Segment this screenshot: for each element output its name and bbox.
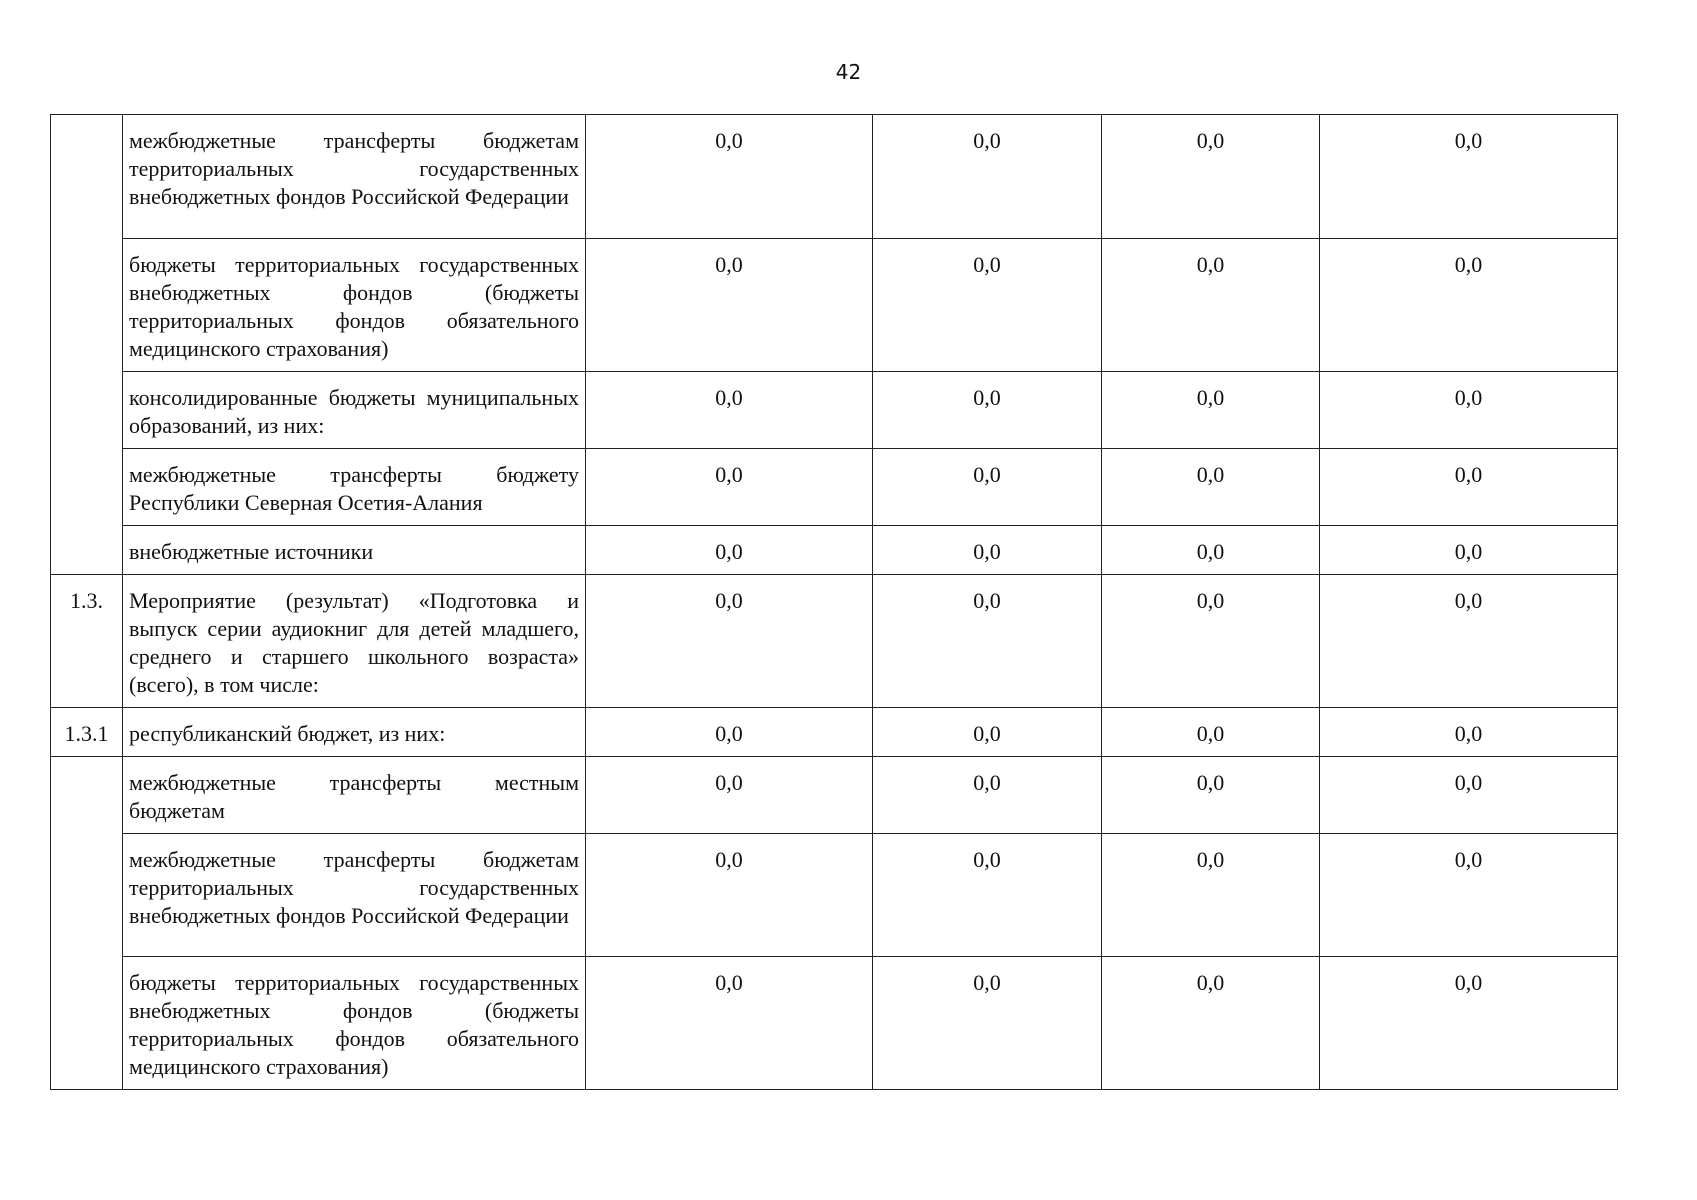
- value-cell: 0,0: [1102, 708, 1320, 757]
- value-cell: 0,0: [586, 834, 873, 957]
- value-cell: 0,0: [586, 757, 873, 834]
- value-cell: 0,0: [1102, 957, 1320, 1090]
- table-row: [51, 834, 1618, 957]
- value-cell: 0,0: [873, 708, 1102, 757]
- value-cell: 0,0: [1102, 526, 1320, 575]
- budget-table: [50, 114, 1618, 1090]
- value-cell: 0,0: [586, 575, 873, 708]
- value-cell: 0,0: [873, 115, 1102, 239]
- row-description: межбюджетные трансферты местным бюджетам: [123, 757, 586, 834]
- value-cell: 0,0: [1102, 115, 1320, 239]
- row-description: межбюджетные трансферты бюджету Республики Северная Осетия-Алания: [123, 449, 586, 526]
- table-row: [51, 526, 1618, 575]
- value-cell: 0,0: [873, 372, 1102, 449]
- row-description: консолидированные бюджеты муниципальных образований, из них:: [123, 372, 586, 449]
- value-cell: 0,0: [586, 708, 873, 757]
- table-row: [51, 957, 1618, 1090]
- value-cell: 0,0: [1320, 834, 1618, 957]
- value-cell: 0,0: [1320, 757, 1618, 834]
- row-number-cell: 1.3.1: [51, 708, 123, 757]
- row-description: внебюджетные источники: [123, 526, 586, 575]
- value-cell: 0,0: [1320, 526, 1618, 575]
- value-cell: 0,0: [1320, 115, 1618, 239]
- table-row: [51, 575, 1618, 708]
- value-cell: 0,0: [586, 957, 873, 1090]
- table-row: [51, 115, 1618, 239]
- table-row: [51, 372, 1618, 449]
- row-description: республиканский бюджет, из них:: [123, 708, 586, 757]
- value-cell: 0,0: [1102, 372, 1320, 449]
- value-cell: 0,0: [1320, 957, 1618, 1090]
- row-description: межбюджетные трансферты бюджетам территориальных государственных внебюджетных фондов Российской Федерации: [123, 834, 586, 957]
- value-cell: 0,0: [1102, 575, 1320, 708]
- row-number-cell: 1.3.: [51, 575, 123, 708]
- value-cell: 0,0: [1320, 708, 1618, 757]
- table-row: [51, 239, 1618, 372]
- value-cell: 0,0: [1102, 239, 1320, 372]
- value-cell: 0,0: [873, 526, 1102, 575]
- row-description: бюджеты территориальных государственных внебюджетных фондов (бюджеты территориальных фондов обязательного медицинского страхования): [123, 239, 586, 372]
- table-row: [51, 757, 1618, 834]
- value-cell: 0,0: [1320, 239, 1618, 372]
- value-cell: 0,0: [873, 757, 1102, 834]
- value-cell: 0,0: [1320, 575, 1618, 708]
- value-cell: 0,0: [873, 239, 1102, 372]
- row-description: межбюджетные трансферты бюджетам территориальных государственных внебюджетных фондов Российской Федерации: [123, 115, 586, 239]
- table-row: [51, 449, 1618, 526]
- value-cell: 0,0: [873, 957, 1102, 1090]
- page-number: 42: [835, 60, 862, 84]
- value-cell: 0,0: [586, 449, 873, 526]
- value-cell: 0,0: [1102, 757, 1320, 834]
- row-description: бюджеты территориальных государственных внебюджетных фондов (бюджеты территориальных фондов обязательного медицинского страхования): [123, 957, 586, 1090]
- value-cell: 0,0: [1102, 834, 1320, 957]
- value-cell: 0,0: [1320, 372, 1618, 449]
- value-cell: 0,0: [873, 449, 1102, 526]
- value-cell: 0,0: [1320, 449, 1618, 526]
- value-cell: 0,0: [873, 575, 1102, 708]
- value-cell: 0,0: [586, 526, 873, 575]
- value-cell: 0,0: [586, 239, 873, 372]
- row-number-cell: [51, 757, 123, 1090]
- value-cell: 0,0: [586, 372, 873, 449]
- table-row: [51, 708, 1618, 757]
- value-cell: 0,0: [586, 115, 873, 239]
- row-number-cell: [51, 115, 123, 575]
- value-cell: 0,0: [873, 834, 1102, 957]
- row-description: Мероприятие (результат) «Подготовка и выпуск серии аудиокниг для детей младшего, среднего и старшего школьного возраста» (всего), в том числе:: [123, 575, 586, 708]
- value-cell: 0,0: [1102, 449, 1320, 526]
